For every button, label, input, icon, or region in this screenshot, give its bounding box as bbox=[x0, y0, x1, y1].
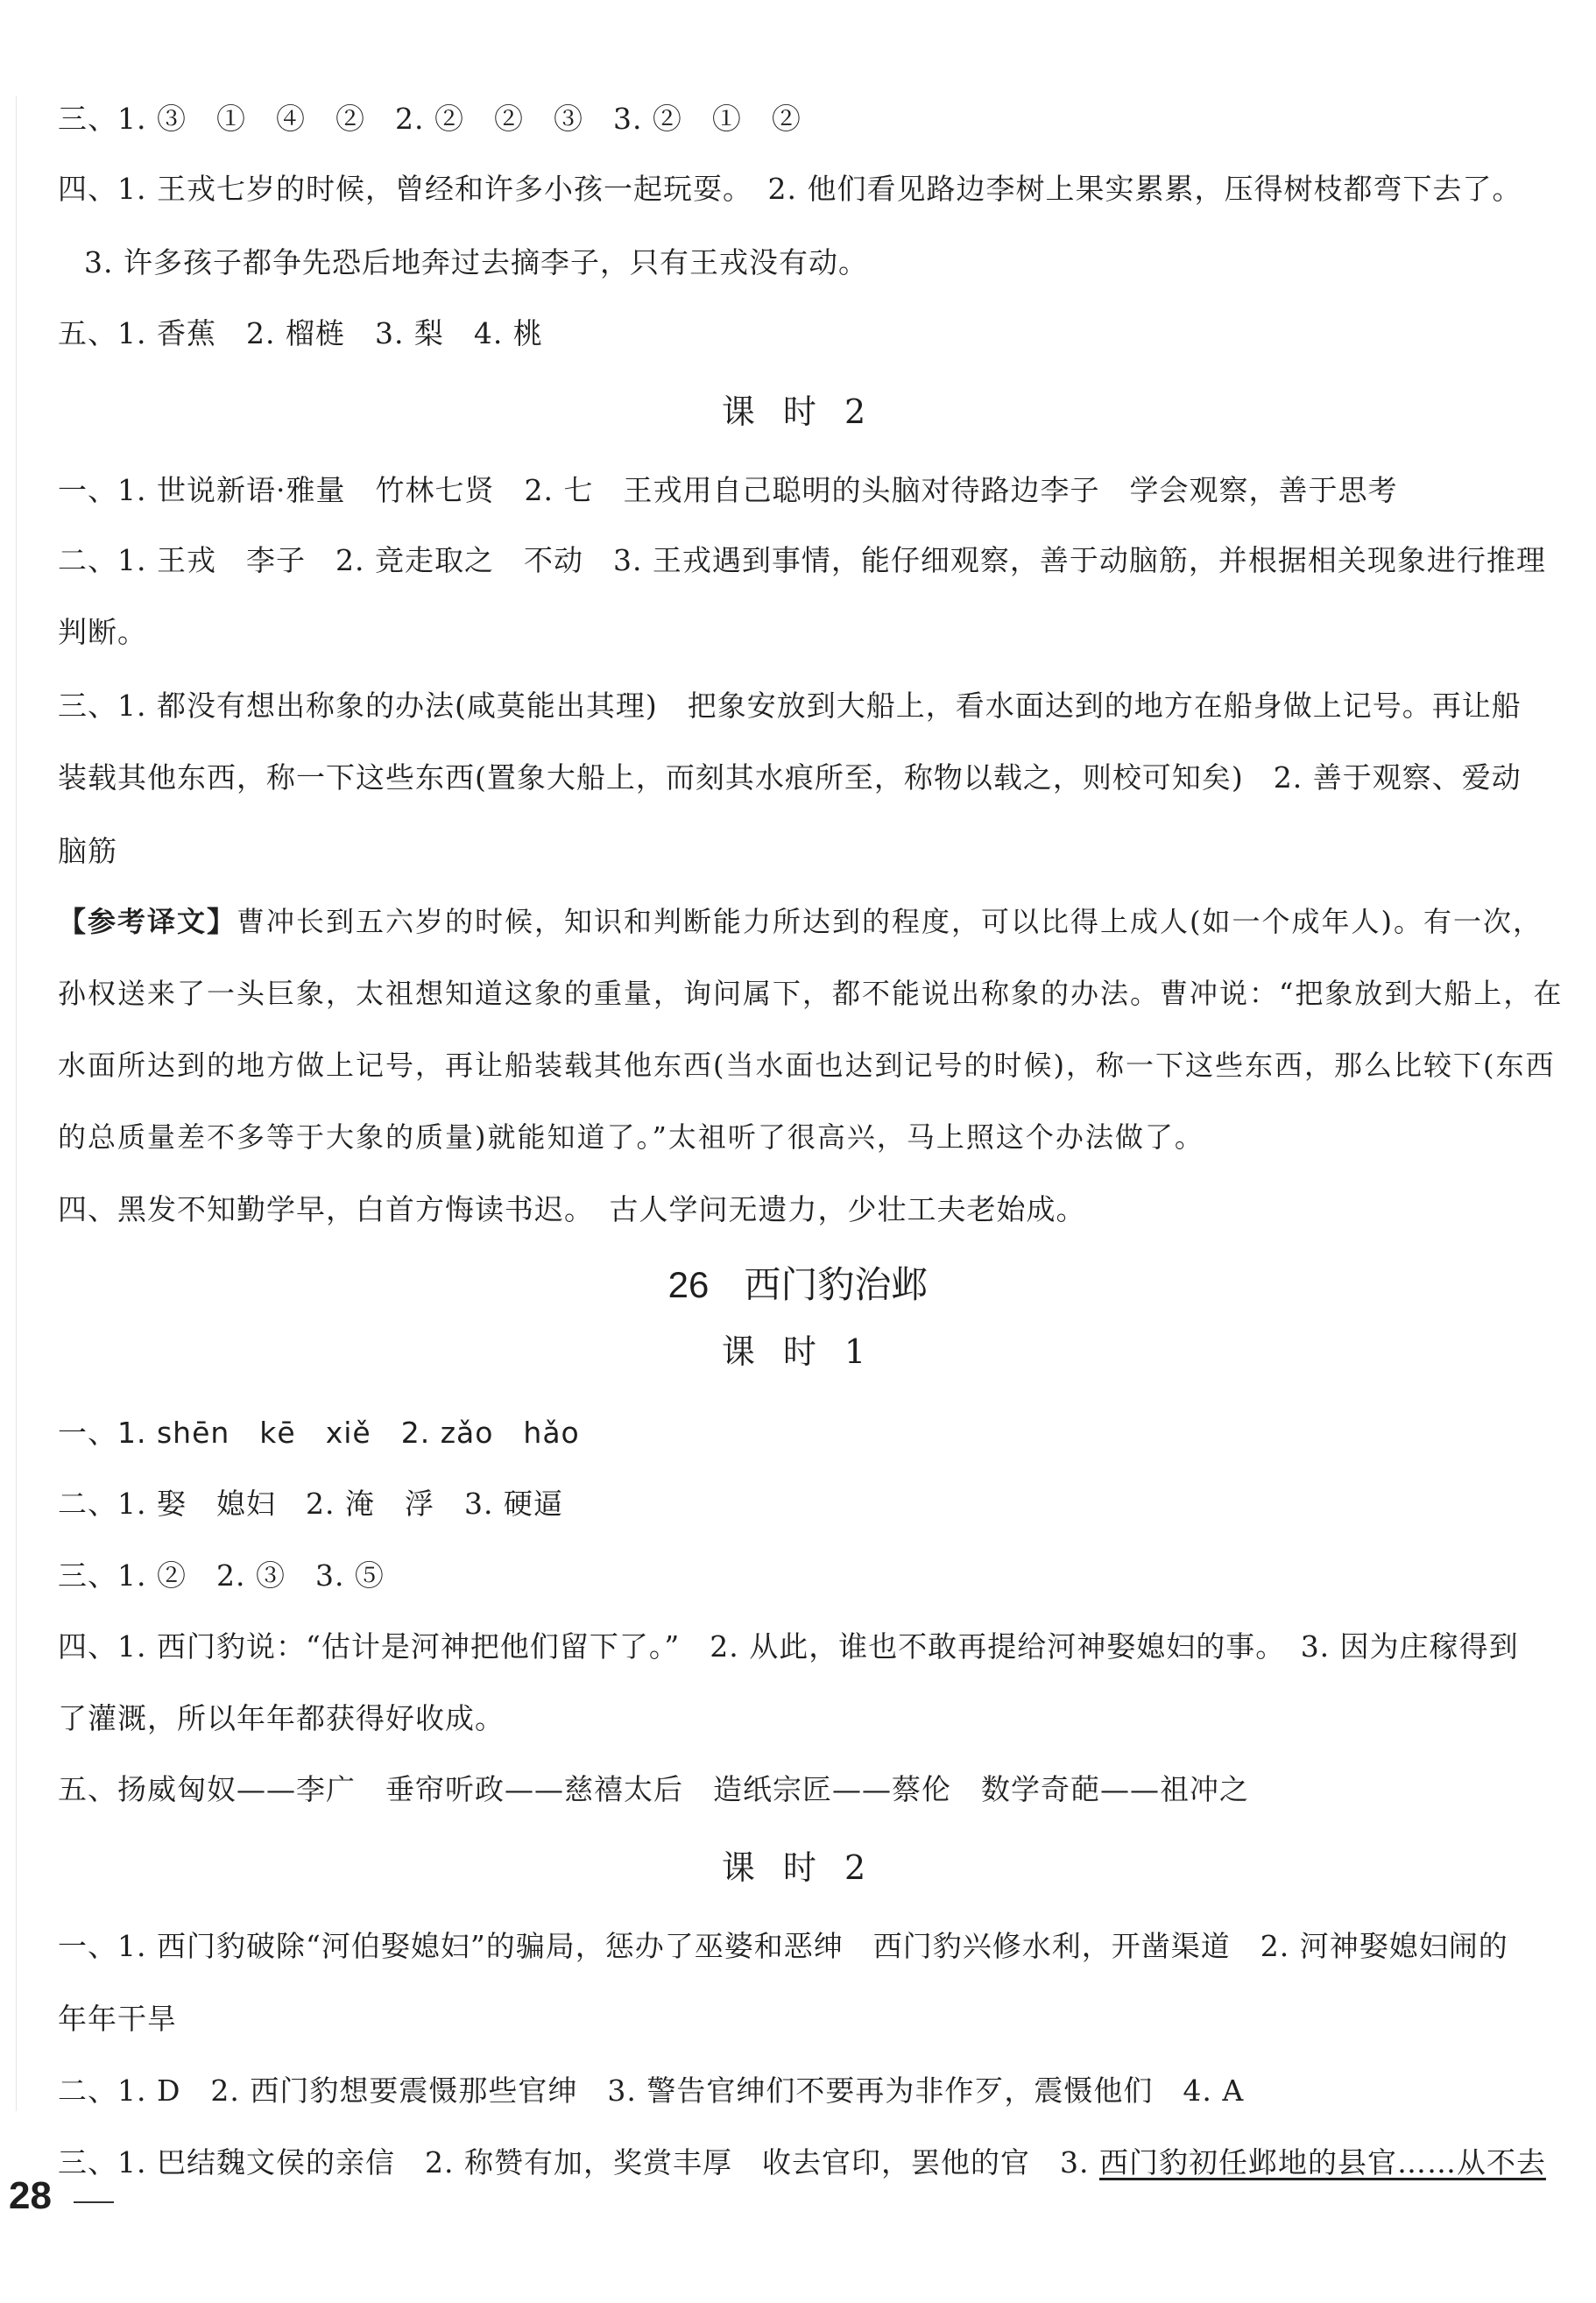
reference-translation-text: 曹冲长到五六岁的时候，知识和判断能力所达到的程度，可以比得上成人(如一个成年人)。有一次， bbox=[237, 905, 1543, 938]
answer-line: 一、1. 西门豹破除“河伯娶媳妇”的骗局，惩办了巫婆和恶绅 西门豹兴修水利，开凿渠道 2. 河神娶媳妇闹的 bbox=[58, 1929, 1508, 1963]
answer-line: 判断。 bbox=[58, 615, 147, 649]
answer-line: 二、1. 王戎 李子 2. 竞走取之 不动 3. 王戎遇到事情，能仔细观察，善于动脑筋，并根据相关现象进行推理 bbox=[58, 543, 1546, 577]
reference-translation-line: 的总质量差不多等于大象的质量)就能知道了。”太祖听了很高兴，马上照这个办法做了。 bbox=[58, 1120, 1204, 1154]
lesson-title bbox=[0, 1261, 1596, 1309]
answer-line: 四、黑发不知勤学早，白首方悔读书迟。 古人学问无遗力，少壮工夫老始成。 bbox=[58, 1192, 1086, 1226]
answer-line: 三、1. ② 2. ③ 3. ⑤ bbox=[58, 1558, 385, 1593]
answer-line: 一、1. shēn kē xiě 2. zǎo hǎo bbox=[58, 1416, 580, 1450]
answer-line: 二、1. D 2. 西门豹想要震慑那些官绅 3. 警告官绅们不要再为非作歹，震慑他们 4. A bbox=[58, 2073, 1245, 2108]
section-heading: 课 时 2 bbox=[721, 1848, 875, 1887]
answer-line: 五、扬威匈奴——李广 垂帘听政——慈禧太后 造纸宗匠——蔡伦 数学奇葩——祖冲之 bbox=[58, 1772, 1249, 1806]
reference-translation-line: 孙权送来了一头巨象，太祖想知道这象的重量，询问属下，都不能说出称象的办法。曹冲说：“把象放到大船上，在 bbox=[58, 977, 1564, 1010]
answer-line: 三、1. 都没有想出称象的办法(咸莫能出其理) 把象安放到大船上，看水面达到的地方在船身做上记号。再让船 bbox=[58, 689, 1522, 723]
lesson-name: 西门豹治邺 bbox=[744, 1263, 929, 1306]
section-heading: 课 时 1 bbox=[721, 1332, 875, 1371]
answer-line: 装载其他东西，称一下这些东西(置象大船上，而刻其水痕所至，称物以载之，则校可知矣) 2. 善于观察、爱动 bbox=[58, 760, 1522, 795]
answer-line bbox=[58, 2144, 1546, 2182]
lesson-number: 26 bbox=[667, 1264, 710, 1305]
answer-line: 一、1. 世说新语·雅量 竹林七贤 2. 七 王戎用自己聪明的头脑对待路边李子 学会观察，善于思考 bbox=[58, 473, 1398, 507]
underlined-answer-text: 西门豹初任邺地的县官……从不去 bbox=[1098, 2145, 1546, 2179]
reference-translation-line bbox=[58, 902, 1543, 941]
answer-line: 3. 许多孩子都争先恐后地奔过去摘李子，只有王戎没有动。 bbox=[84, 245, 868, 279]
answer-line: 四、1. 王戎七岁的时候，曾经和许多小孩一起玩耍。 2. 他们看见路边李树上果实累累，压得树枝都弯下去了。 bbox=[58, 172, 1522, 206]
answer-line: 年年干旱 bbox=[58, 2002, 177, 2036]
answer-line: 四、1. 西门豹说：“估计是河神把他们留下了。” 2. 从此，谁也不敢再提给河神娶媳妇的事。 3. 因为庄稼得到 bbox=[58, 1629, 1519, 1664]
reference-translation-line: 水面所达到的地方做上记号，再让船装载其他东西(当水面也达到记号的时候)，称一下这些东西，那么比较下(东西 bbox=[58, 1049, 1556, 1082]
answer-line: 了灌溉，所以年年都获得好收成。 bbox=[58, 1701, 505, 1735]
page-number: 28 bbox=[9, 2174, 52, 2217]
section-heading: 课 时 2 bbox=[721, 392, 875, 431]
answer-line: 脑筋 bbox=[58, 834, 117, 868]
answer-line: 三、1. ③ ① ④ ② 2. ② ② ③ 3. ② ① ② bbox=[58, 102, 802, 136]
page-number-dash bbox=[74, 2201, 114, 2203]
answer-line: 五、1. 香蕉 2. 榴梿 3. 梨 4. 桃 bbox=[58, 316, 543, 350]
answer-line: 二、1. 娶 媳妇 2. 淹 浮 3. 硬逼 bbox=[58, 1487, 563, 1521]
answer-text: 三、1. 巴结魏文侯的亲信 2. 称赞有加，奖赏丰厚 收去官印，罢他的官 3. bbox=[58, 2145, 1099, 2179]
reference-translation-tag: 【参考译文】 bbox=[58, 905, 237, 938]
